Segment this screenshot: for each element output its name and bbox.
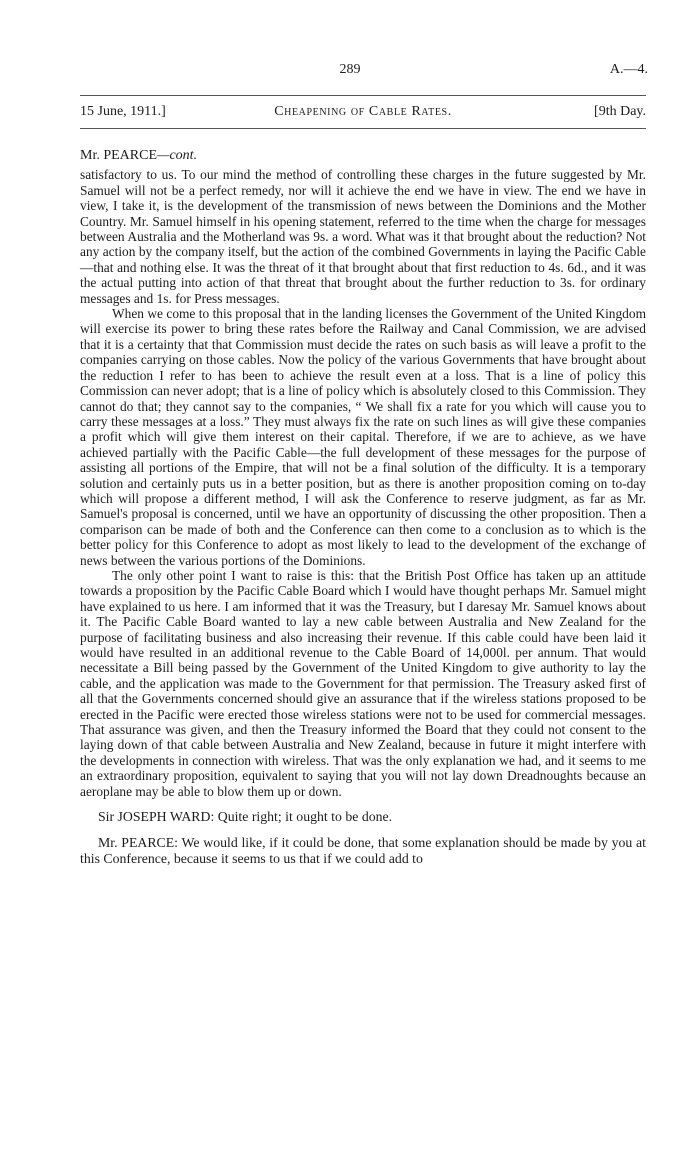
speaker-name: Mr. PEARCE [80, 148, 158, 163]
page-number: 289 [339, 62, 361, 77]
speech-body [80, 148, 646, 867]
interjection-speaker: Sir JOSEPH WARD: [98, 809, 215, 825]
running-head-day: [9th Day. [594, 104, 646, 119]
document-reference: A.—4. [609, 62, 648, 77]
running-head [80, 104, 646, 124]
header-rule-bottom [80, 128, 646, 129]
running-head-date: 15 June, 1911.] [80, 104, 166, 119]
reply-text: We would like, if it could be done, that some explanation should be made by you at this Conference, because it seems to us that if we could add to [80, 835, 647, 867]
paragraph: The only other point I want to raise is this: that the British Post Office has taken up an attitude towards a proposition by the Pacific Cable Board which I would have thought perhaps Mr. Samuel might have explained to us here. I am informed that it was the Treasury, but I daresay Mr. Samuel knows about it. The Pacific Cable Board wanted to lay a new cable between Australia and New Zealand for the purpose of facilitating business and also increasing their revenue. If this cable could have been laid it would have resulted in an additional revenue to the Cable Board of 14,000l. per annum. That would necessitate a Bill being passed by the Government of the United Kingdom to give authority to lay the cable, and the application was made to the Government for that permission. The Treasury asked first of all that the Governments concerned should give an assurance that if the wireless stations proposed to be erected in the Pacific were erected those wireless stations were not to be used for commercial messages. That assurance was given, and then the Treasury informed the Board that they could not consent to the laying down of that cable between Australia and New Zealand, because in future it might interfere with the developments in connection with wireless. That was the only explanation we had, and it seems to me an extraordinary proposition, equivalent to saying that you will not lay down Dreadnoughts because an aeroplane may be able to blow them up or down. [80, 567, 646, 799]
reply-speaker: Mr. PEARCE: [98, 835, 178, 851]
interjection-text: Quite right; it ought to be done. [217, 809, 393, 825]
header-rule-top [80, 95, 646, 96]
speaker-heading [80, 148, 646, 163]
paragraph: satisfactory to us. To our mind the method of controlling these charges in the future suggested by Mr. Samuel will not be a perfect remedy, nor will it achieve the end we have in view. The end we have in view, I take it, is the development of the transmission of news between the Dominions and the Mother Country. Mr. Samuel himself in his opening statement, referred to the time when the charge for messages between Australia and the Motherland was 9s. a word. What was it that brought about the reduction? Not any action by the company itself, but the action of the combined Governments in laying the Pacific Cable—that and nothing else. It was the threat of it that brought about that first reduction to 4s. 6d., and it was the actual putting into action of that threat that brought about the further reduction to 3s. for ordinary messages and 1s. for Press messages. [80, 167, 646, 306]
reply [80, 835, 646, 867]
continuation-marker: —cont. [157, 148, 198, 163]
interjection [80, 809, 646, 825]
running-head-title: Cheapening of Cable Rates. [274, 104, 452, 119]
paragraph: When we come to this proposal that in the landing licenses the Government of the United Kingdom will exercise its power to bring these rates before the Railway and Canal Commission, we are advised that it is a certainty that that Commission must decide the rates on such basis as will leave a profit to the companies carrying on those cables. Now the policy of the various Governments that have brought about the reduction I refer to has been to achieve the result even at a loss. That is a line of policy this Commission can never adopt; that is a line of policy which is absolutely closed to this Commission. They cannot do that; they cannot say to the companies, “ We shall fix a rate for you which will cause you to carry these messages at a loss.” They must always fix the rate on such lines as will give these companies a profit which will give them interest on their capital. Therefore, if we are to achieve, as we have achieved partially with the Pacific Cable—the full development of these messages for the purpose of assisting all portions of the Empire, that will not be a final solution of the difficulty. It is a temporary solution and certainly puts us in a better position, but as there is another proposition coming on to-day which will propose a different method, I will ask the Conference to reserve judgment, as far as Mr. Samuel's proposal is concerned, until we have an opportunity of discussing the other proposition. Then a comparison can be made of both and the Conference can then come to a conclusion as to which is the better policy for this Conference to adopt as most likely to lead to the development of the exchange of news between the various portions of the Dominions. [80, 306, 646, 568]
